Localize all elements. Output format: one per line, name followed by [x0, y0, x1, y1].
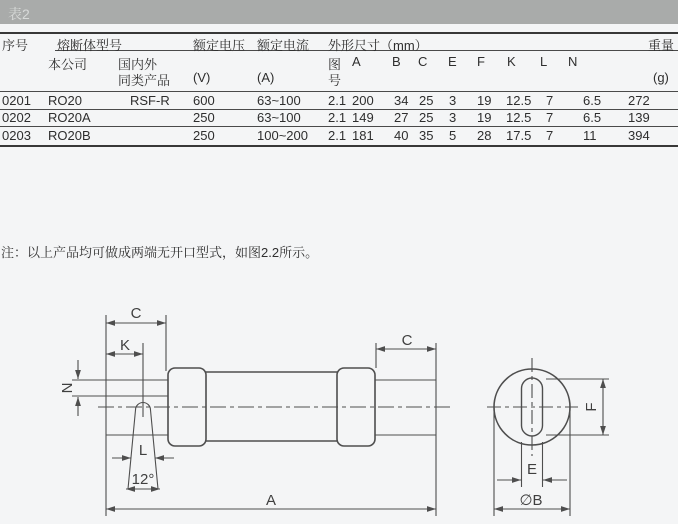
cell-f: 19 — [477, 93, 492, 108]
cell-fig: 2.1 — [328, 128, 347, 143]
cell-c: 25 — [419, 93, 434, 108]
header-weight-unit: (g) — [653, 70, 669, 85]
cell-weight: 139 — [628, 110, 650, 125]
cell-l: 7 — [546, 93, 554, 108]
cell-fig: 2.1 — [328, 110, 347, 125]
cell-f: 19 — [477, 110, 492, 125]
cell-weight: 394 — [628, 128, 650, 143]
label-angle: 12° — [131, 471, 155, 488]
header-dim-f: F — [477, 54, 485, 69]
cell-company: RO20B — [48, 128, 91, 143]
header-serial: 序号 — [2, 38, 29, 53]
cell-l: 7 — [546, 110, 554, 125]
cell-weight: 272 — [628, 93, 650, 108]
cell-n: 6.5 — [583, 93, 602, 108]
cell-a: 181 — [352, 128, 374, 143]
cell-serial: 0201 — [2, 93, 31, 108]
header-dims: 外形尺寸（mm） — [328, 38, 428, 53]
header-current: 额定电流 — [257, 38, 310, 53]
header-similar-line1: 国内外 — [118, 57, 158, 72]
header-voltage-unit: (V) — [193, 70, 211, 85]
header-dim-k: K — [507, 54, 516, 69]
header-model: 熔断体型号 — [57, 38, 123, 53]
cell-current: 63~100 — [257, 93, 301, 108]
cell-company: RO20A — [48, 110, 91, 125]
cell-c: 35 — [419, 128, 434, 143]
header-dim-l: L — [540, 54, 548, 69]
cell-k: 12.5 — [506, 110, 532, 125]
cell-e: 5 — [449, 128, 457, 143]
cell-current: 63~100 — [257, 110, 301, 125]
cell-n: 11 — [583, 128, 597, 143]
header-fig-line1: 图 — [328, 57, 342, 72]
header-weight: 重量 — [648, 38, 675, 53]
cell-k: 17.5 — [506, 128, 532, 143]
header-dim-a: A — [352, 54, 361, 69]
cell-serial: 0203 — [2, 128, 31, 143]
cell-company: RO20 — [48, 93, 82, 108]
cell-f: 28 — [477, 128, 492, 143]
header-dim-c: C — [418, 54, 428, 69]
label-n: N — [59, 382, 76, 394]
cell-voltage: 250 — [193, 128, 215, 143]
label-c-right: C — [401, 332, 413, 349]
header-dim-e: E — [448, 54, 457, 69]
cell-b: 34 — [394, 93, 409, 108]
label-e: E — [526, 461, 538, 478]
cell-e: 3 — [449, 93, 457, 108]
cell-voltage: 600 — [193, 93, 215, 108]
header-company: 本公司 — [48, 57, 88, 72]
cell-similar: RSF-R — [130, 93, 170, 108]
label-l: L — [138, 442, 148, 459]
label-k: K — [119, 337, 131, 354]
cell-fig: 2.1 — [328, 93, 347, 108]
cell-l: 7 — [546, 128, 554, 143]
label-b: ∅B — [519, 492, 543, 509]
label-a: A — [265, 492, 277, 509]
header-similar-line2: 同类产品 — [118, 73, 171, 88]
cell-k: 12.5 — [506, 93, 532, 108]
cell-a: 149 — [352, 110, 374, 125]
cell-e: 3 — [449, 110, 457, 125]
cell-b: 27 — [394, 110, 409, 125]
note-text: 注：以上产品均可做成两端无开口型式，如图2.2所示。 — [1, 245, 319, 260]
header-current-unit: (A) — [257, 70, 275, 85]
header-voltage: 额定电压 — [193, 38, 246, 53]
header-dim-n: N — [568, 54, 578, 69]
cell-serial: 0202 — [2, 110, 31, 125]
table-title: 表2 — [8, 6, 30, 22]
label-f: F — [583, 402, 600, 412]
cell-current: 100~200 — [257, 128, 308, 143]
header-fig-line2: 号 — [328, 73, 342, 88]
cell-a: 200 — [352, 93, 374, 108]
header-dim-b: B — [392, 54, 401, 69]
cell-b: 40 — [394, 128, 409, 143]
cell-c: 25 — [419, 110, 434, 125]
cell-n: 6.5 — [583, 110, 602, 125]
cell-voltage: 250 — [193, 110, 215, 125]
label-c-left: C — [130, 305, 142, 322]
